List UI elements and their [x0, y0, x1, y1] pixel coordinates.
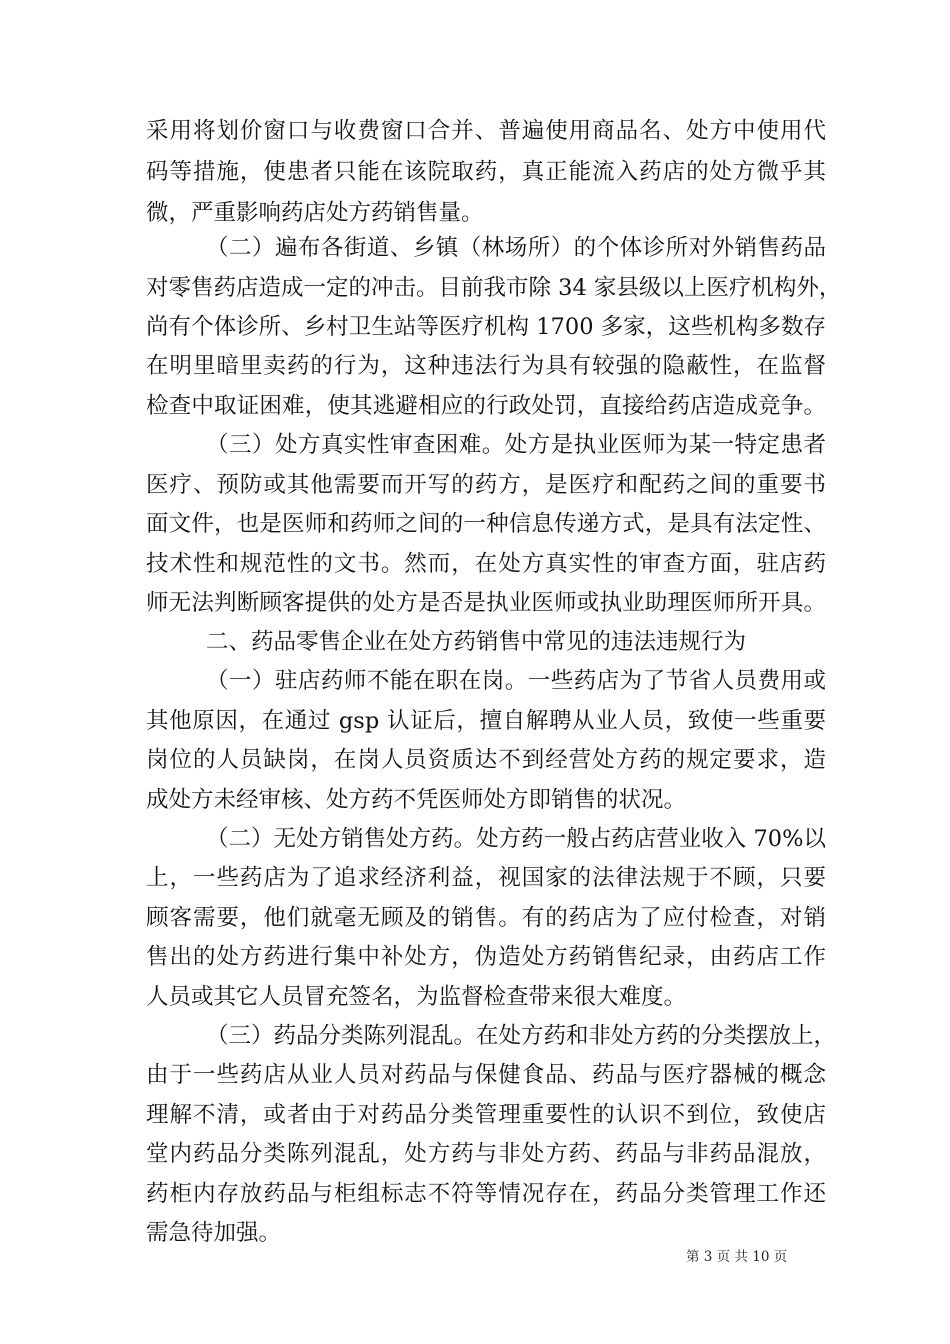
body-line: 面文件，也是医师和药师之间的一种信息传递方式，是具有法定性、 — [146, 511, 826, 537]
body-line: 由于一些药店从业人员对药品与保健食品、药品与医疗器械的概念 — [146, 1062, 826, 1088]
paragraph-start-line: （二）遍布各街道、乡镇（林场所）的个体诊所对外销售药品 — [206, 235, 826, 261]
body-line: 人员或其它人员冒充签名，为监督检查带来很大难度。 — [146, 984, 687, 1010]
page-number: 第 3 页 共 10 页 — [686, 1249, 788, 1265]
paragraph-start-line: （一）驻店药师不能在职在岗。一些药店为了节省人员费用或 — [206, 668, 826, 694]
body-line: 采用将划价窗口与收费窗口合并、普遍使用商品名、处方中使用代 — [146, 118, 826, 144]
body-line: 成处方未经审核、处方药不凭医师处方即销售的状况。 — [146, 787, 687, 813]
paragraph-start-line: （三）药品分类陈列混乱。在处方药和非处方药的分类摆放上， — [206, 1023, 837, 1049]
body-line: 医疗、预防或其他需要而开写的药方，是医疗和配药之间的重要书 — [146, 472, 826, 498]
body-line: 对零售药店造成一定的冲击。目前我市除 34 家县级以上医疗机构外， — [146, 275, 842, 301]
body-line: 师无法判断顾客提供的处方是否是执业医师或执业助理医师所开具。 — [146, 590, 826, 616]
paragraph-start-line: （二）无处方销售处方药。处方药一般占药店营业收入 70%以 — [206, 826, 826, 852]
body-line: 售出的处方药进行集中补处方，伪造处方药销售纪录，由药店工作 — [146, 944, 826, 970]
body-line: 技术性和规范性的文书。然而，在处方真实性的审查方面，驻店药 — [146, 551, 826, 577]
body-line: 尚有个体诊所、乡村卫生站等医疗机构 1700 多家，这些机构多数存 — [146, 314, 826, 340]
body-line: 码等措施，使患者只能在该院取药，真正能流入药店的处方微乎其 — [146, 159, 826, 185]
body-line: 堂内药品分类陈列混乱，处方药与非处方药、药品与非药品混放， — [146, 1141, 826, 1167]
body-line: 在明里暗里卖药的行为，这种违法行为具有较强的隐蔽性，在监督 — [146, 353, 826, 379]
section-heading: 二、药品零售企业在处方药销售中常见的违法违规行为 — [206, 629, 747, 655]
body-line: 理解不清，或者由于对药品分类管理重要性的认识不到位，致使店 — [146, 1102, 826, 1128]
body-line: 检查中取证困难，使其逃避相应的行政处罚，直接给药店造成竞争。 — [146, 393, 826, 419]
paragraph-start-line: （三）处方真实性审查困难。处方是执业医师为某一特定患者 — [206, 432, 826, 458]
body-line: 其他原因，在通过 gsp 认证后，擅自解聘从业人员，致使一些重要 — [146, 708, 826, 734]
body-line: 上，一些药店为了追求经济利益，视国家的法律法规于不顾，只要 — [146, 865, 826, 891]
body-line: 顾客需要，他们就毫无顾及的销售。有的药店为了应付检查，对销 — [146, 905, 826, 931]
body-line: 微，严重影响药店处方药销售量。 — [146, 200, 484, 226]
body-line: 需急待加强。 — [146, 1220, 282, 1246]
body-line: 岗位的人员缺岗，在岗人员资质达不到经营处方药的规定要求，造 — [146, 747, 826, 773]
body-line: 药柜内存放药品与柜组标志不符等情况存在，药品分类管理工作还 — [146, 1181, 826, 1207]
